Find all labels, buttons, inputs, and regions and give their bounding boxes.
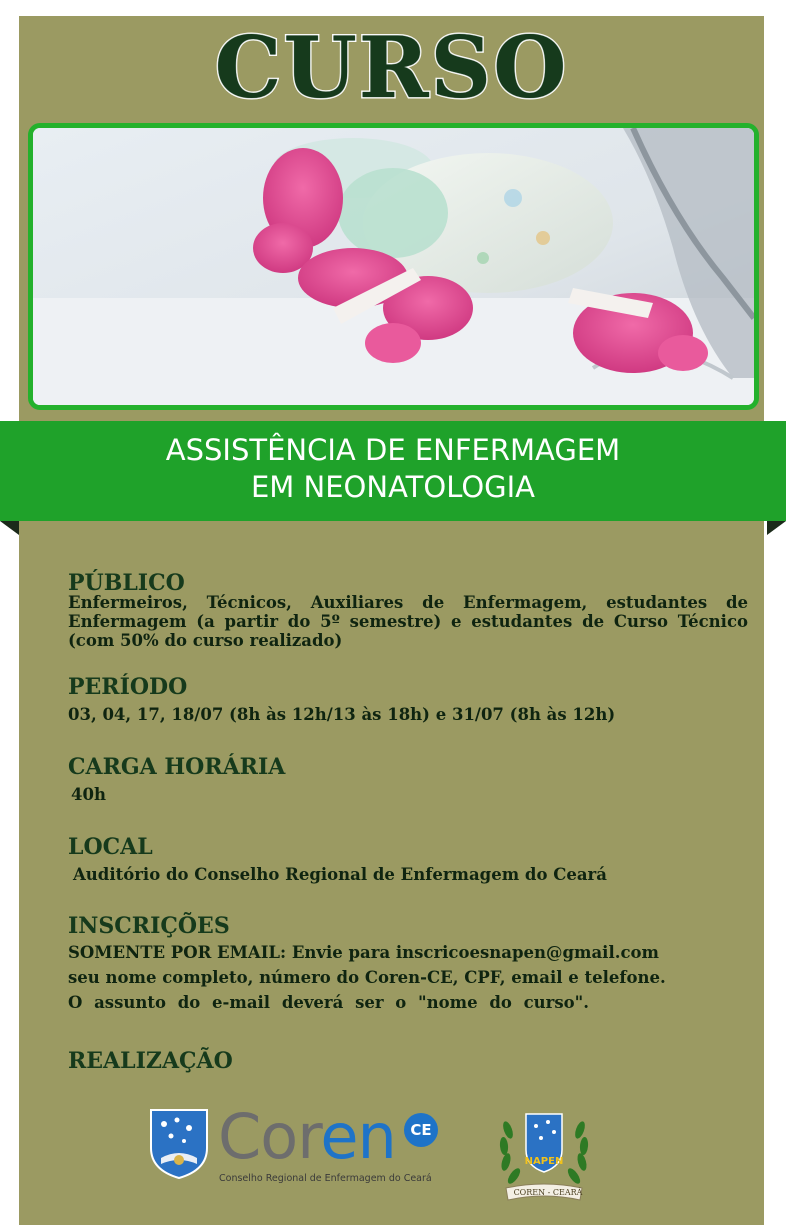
inscricoes-line-1: SOMENTE POR EMAIL: Envie para inscricoesnapen@gmail.com bbox=[68, 943, 659, 962]
carga-heading: CARGA HORÁRIA bbox=[68, 754, 286, 780]
publico-heading: PÚBLICO bbox=[68, 570, 185, 596]
banner-fold-left bbox=[0, 521, 19, 535]
periodo-heading: PERÍODO bbox=[68, 674, 188, 700]
realizacao-heading: REALIZAÇÃO bbox=[68, 1048, 233, 1074]
napen-label: NAPEN bbox=[524, 1156, 564, 1167]
inscricoes-line-2: seu nome completo, número do Coren-CE, CPF, email e telefone. bbox=[68, 968, 666, 987]
course-name bbox=[0, 432, 786, 506]
course-name-line-1: ASSISTÊNCIA DE ENFERMAGEM bbox=[165, 433, 621, 467]
section-local bbox=[68, 835, 748, 884]
section-realizacao bbox=[68, 1049, 748, 1073]
poster-title: CURSO bbox=[214, 18, 569, 117]
course-name-line-2: EM NEONATOLOGIA bbox=[250, 470, 536, 504]
hero-photo bbox=[28, 123, 759, 410]
section-periodo bbox=[68, 675, 748, 724]
inscricoes-heading: INSCRIÇÕES bbox=[68, 913, 230, 939]
coren-wordmark-left: Cor bbox=[218, 1100, 321, 1173]
coren-shield-icon bbox=[149, 1108, 209, 1180]
carga-text: 40h bbox=[71, 785, 106, 804]
local-heading: LOCAL bbox=[68, 834, 153, 860]
inscricoes-line-3: O assunto do e-mail deverá ser o "nome do curso". bbox=[68, 993, 589, 1012]
coren-wordmark-right: en bbox=[320, 1100, 396, 1173]
section-carga-horaria bbox=[68, 755, 748, 804]
publico-text: Enfermeiros, Técnicos, Auxiliares de Enfermagem, estudantes de Enfermagem (a partir do 5º semestre) e estudantes de Curso Técnico (com 50% do curso realizado) bbox=[68, 593, 748, 650]
napen-banner-text: COREN - CEARÁ bbox=[513, 1188, 583, 1197]
section-inscricoes bbox=[68, 914, 748, 1015]
coren-subtitle: Conselho Regional de Enfermagem do Ceará bbox=[219, 1173, 432, 1184]
section-publico bbox=[68, 571, 748, 650]
periodo-text: 03, 04, 17, 18/07 (8h às 12h/13 às 18h) e 31/07 (8h às 12h) bbox=[68, 705, 616, 724]
local-text: Auditório do Conselho Regional de Enfermagem do Ceará bbox=[73, 865, 607, 884]
baby-photo-illustration bbox=[33, 128, 754, 405]
banner-fold-right bbox=[767, 521, 786, 535]
coren-wordmark bbox=[218, 1102, 396, 1172]
coren-ce-badge: CE bbox=[404, 1113, 438, 1147]
